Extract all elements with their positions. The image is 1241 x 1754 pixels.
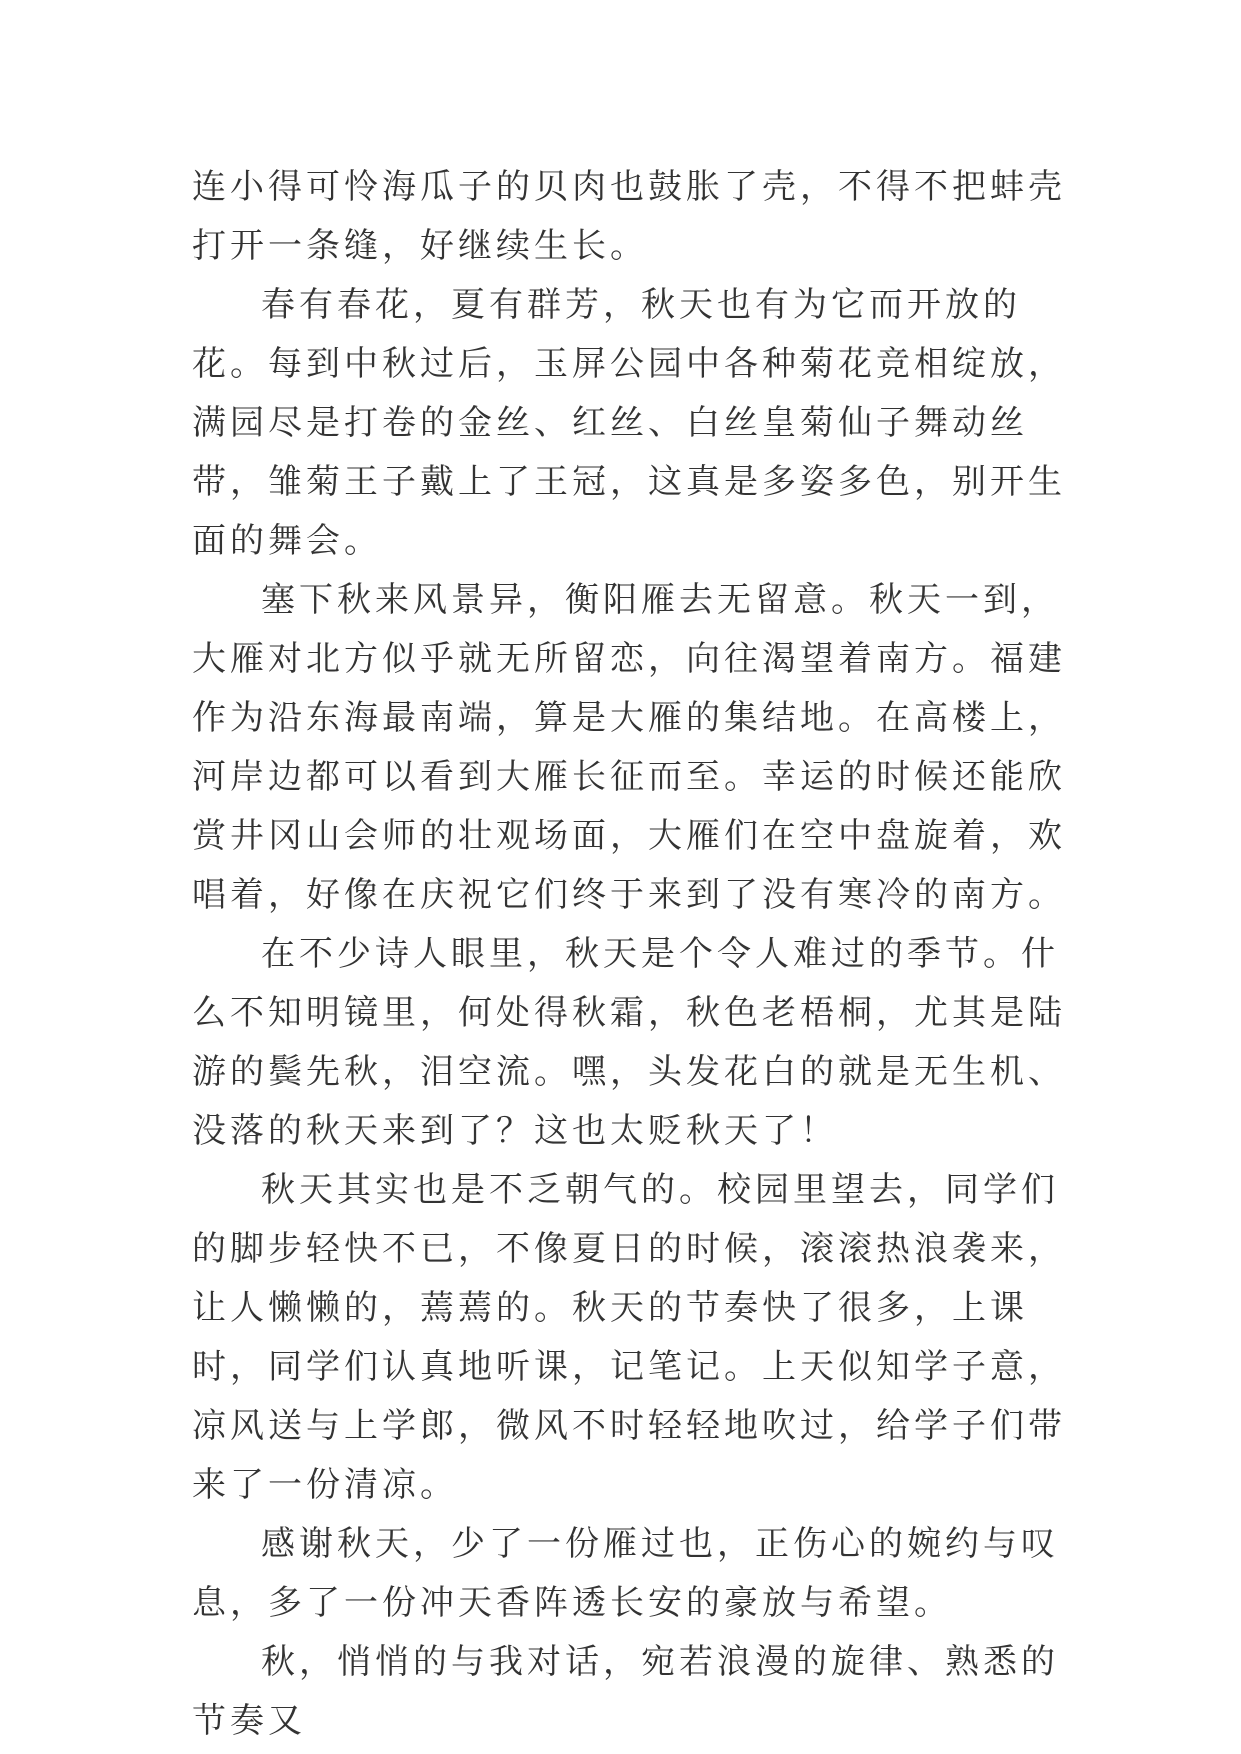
- paragraph-gratitude: 感谢秋天，少了一份雁过也，正伤心的婉约与叹息，多了一份冲天香阵透长安的豪放与希望。: [192, 1524, 1059, 1623]
- paragraph-campus-autumn: 秋天其实也是不乏朝气的。校园里望去，同学们的脚步轻快不已，不像夏日的时候，滚滚热浪袭来，让人懒懒的，蔫蔫的。秋天的节奏快了很多，上课时，同学们认真地听课，记笔记。上天似知学子意，凉风送与上学郎，微风不时轻轻地吹过，给学子们带来了一份清凉。: [192, 1170, 1066, 1505]
- paragraph-continuation: 连小得可怜海瓜子的贝肉也鼓胀了壳，不得不把蚌壳打开一条缝，好继续生长。: [192, 167, 1066, 266]
- paragraph-wild-geese: 塞下秋来风景异，衡阳雁去无留意。秋天一到，大雁对北方似乎就无所留恋，向往渴望着南方。福建作为沿东海最南端，算是大雁的集结地。在高楼上，河岸边都可以看到大雁长征而至。幸运的时候还能欣赏井冈山会师的壮观场面，大雁们在空中盘旋着，欢唱着，好像在庆祝它们终于来到了没有寒冷的南方。: [192, 580, 1066, 915]
- document-body: [192, 158, 1072, 1751]
- paragraph-poets-autumn: 在不少诗人眼里，秋天是个令人难过的季节。什么不知明镜里，何处得秋霜，秋色老梧桐，尤其是陆游的鬓先秋，泪空流。嘿，头发花白的就是无生机、没落的秋天来到了？这也太贬秋天了！: [192, 934, 1066, 1151]
- paragraph-closing: 秋，悄悄的与我对话，宛若浪漫的旋律、熟悉的节奏又: [192, 1642, 1059, 1741]
- paragraph-autumn-flowers: 春有春花，夏有群芳，秋天也有为它而开放的花。每到中秋过后，玉屏公园中各种菊花竞相绽放，满园尽是打卷的金丝、红丝、白丝皇菊仙子舞动丝带，雏菊王子戴上了王冠，这真是多姿多色，别开生面的舞会。: [192, 285, 1066, 561]
